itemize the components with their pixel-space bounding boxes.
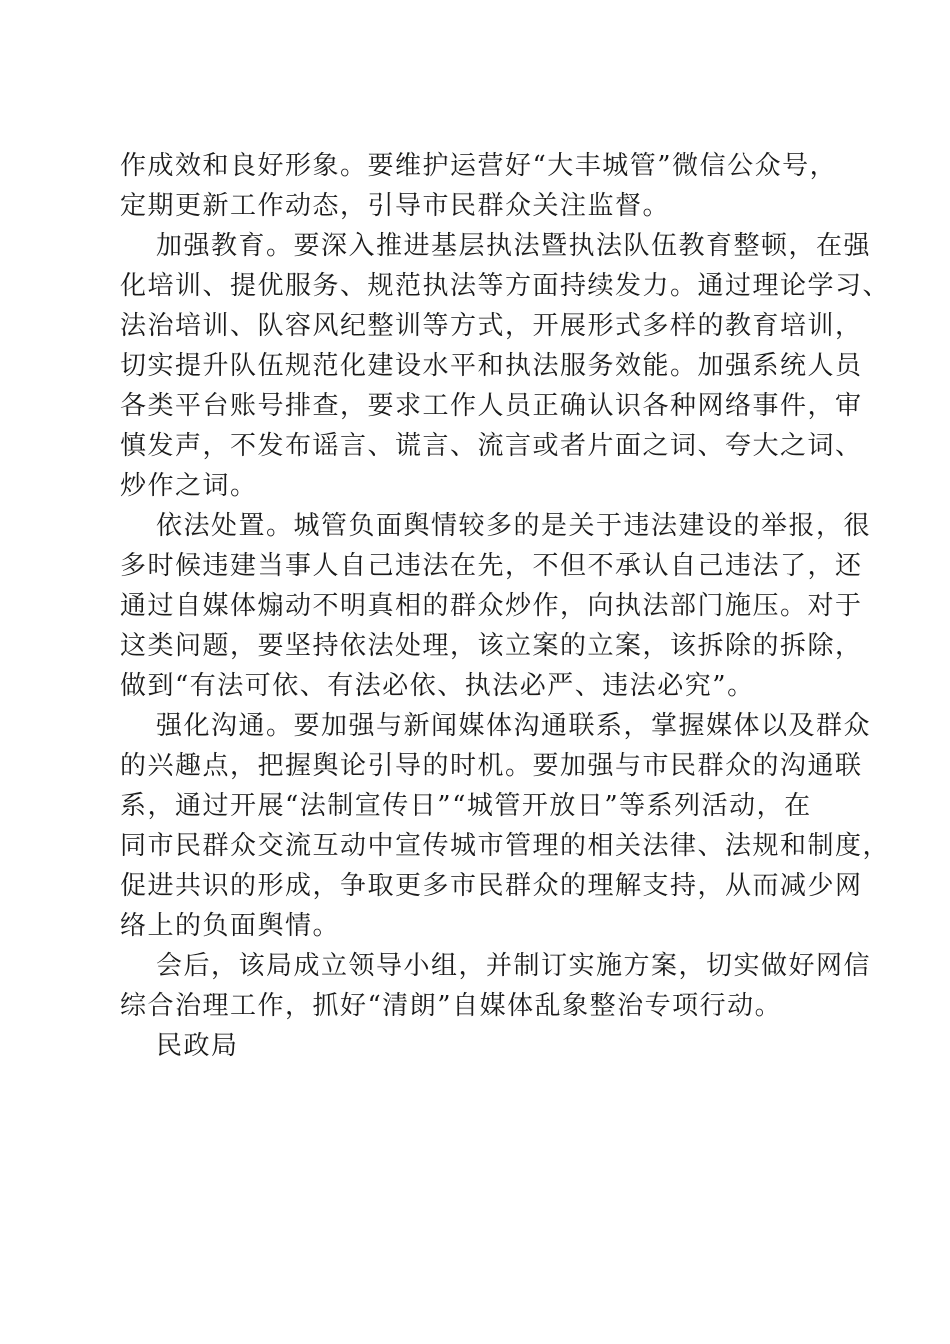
text-line: 系，通过开展“法制宣传日”“城管开放日”等系列活动，在 [120, 791, 812, 821]
paragraph [120, 506, 872, 706]
text-line: 络上的负面舆情。 [120, 911, 341, 941]
text-line: 综合治理工作，抓好“清朗”自媒体乱象整治专项行动。 [120, 991, 783, 1021]
text-line: 会后，该局成立领导小组，并制订实施方案，切实做好网信 [156, 951, 872, 981]
text-line: 法治培训、队容风纪整训等方式，开展形式多样的教育培训， [120, 311, 863, 341]
paragraph [120, 946, 872, 1026]
text-line: 切实提升队伍规范化建设水平和执法服务效能。加强系统人员 [120, 351, 863, 381]
text-line: 通过自媒体煽动不明真相的群众炒作，向执法部门施压。对于 [120, 591, 863, 621]
paragraph [120, 1026, 840, 1066]
text-line: 各类平台账号排查，要求工作人员正确认识各种网络事件，审 [120, 391, 863, 421]
text-line: 同市民群众交流互动中宣传城市管理的相关法律、法规和制度， [120, 831, 891, 861]
text-line: 强化沟通。要加强与新闻媒体沟通联系，掌握媒体以及群众 [156, 711, 872, 741]
paragraph [120, 226, 891, 506]
text-line: 的兴趣点，把握舆论引导的时机。要加强与市民群众的沟通联 [120, 751, 863, 781]
text-line: 化培训、提优服务、规范执法等方面持续发力。通过理论学习、 [120, 271, 891, 301]
text-line: 定期更新工作动态，引导市民群众关注监督。 [120, 191, 671, 221]
text-line: 促进共识的形成，争取更多市民群众的理解支持，从而减少网 [120, 871, 863, 901]
text-line: 多时候违建当事人自己违法在先，不但不承认自己违法了，还 [120, 551, 863, 581]
document-body [120, 146, 891, 1066]
text-line: 这类问题，要坚持依法处理，该立案的立案，该拆除的拆除， [120, 631, 863, 661]
text-line: 炒作之词。 [120, 471, 258, 501]
text-line: 做到“有法可依、有法必依、执法必严、违法必究”。 [120, 671, 755, 701]
text-line: 加强教育。要深入推进基层执法暨执法队伍教育整顿，在强 [156, 231, 872, 261]
text-line: 作成效和良好形象。要维护运营好“大丰城管”微信公众号， [120, 151, 838, 181]
paragraph [120, 146, 840, 226]
text-line: 慎发声，不发布谣言、谎言、流言或者片面之词、夸大之词、 [120, 431, 863, 461]
paragraph [120, 706, 891, 946]
text-line: 依法处置。城管负面舆情较多的是关于违法建设的举报，很 [156, 511, 872, 541]
text-line: 民政局 [156, 1031, 239, 1061]
